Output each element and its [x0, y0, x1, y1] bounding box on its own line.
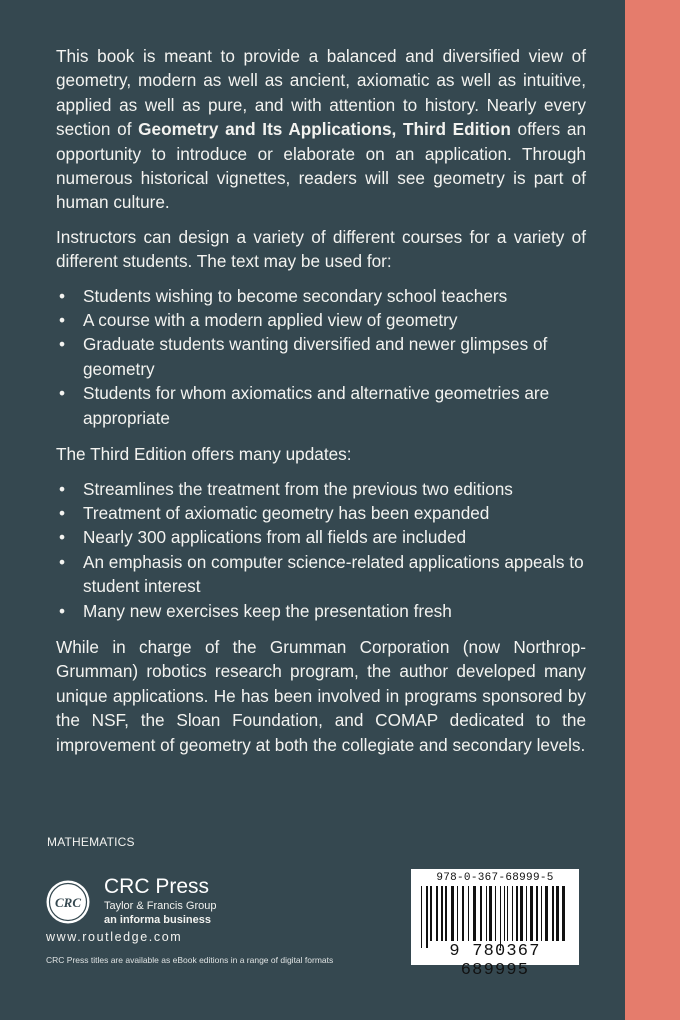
barcode-bar	[436, 886, 438, 941]
barcode-bar	[536, 886, 538, 941]
barcode-bar	[441, 886, 443, 941]
barcode-bar	[486, 886, 487, 941]
publisher-name: CRC Press	[104, 875, 210, 898]
publisher-block	[104, 876, 216, 926]
barcode	[411, 869, 579, 980]
barcode-bar	[421, 886, 422, 948]
list-item: • Graduate students wanting diversified and newer glimpses of geometry	[56, 332, 586, 381]
updates-list	[56, 477, 586, 623]
list-item: • Treatment of axiomatic geometry has been expanded	[56, 501, 586, 525]
barcode-bars	[419, 886, 571, 948]
website-link[interactable]: www.routledge.com	[46, 930, 183, 944]
list-item: • Many new exercises keep the presentation fresh	[56, 599, 586, 623]
barcode-bar	[473, 886, 476, 941]
intro-text-part1: This book is meant to provide a balanced and diversified view of geometry, modern as well as ancient, axiomatic as well as intuitive, applied as well as pure, and with attention to history. Nearly every section of	[56, 46, 586, 140]
barcode-bar	[552, 886, 554, 941]
barcode-bar	[426, 886, 428, 948]
publisher-group: Taylor & Francis Group	[104, 900, 217, 912]
list-item: • Students wishing to become secondary school teachers	[56, 284, 586, 308]
list-item: • Nearly 300 applications from all fields are included	[56, 525, 586, 549]
barcode-bar	[451, 886, 454, 941]
list-item: • A course with a modern applied view of geometry	[56, 308, 586, 332]
crc-logo-icon	[46, 880, 90, 924]
courses-list	[56, 284, 586, 430]
intro-paragraph	[56, 44, 586, 215]
back-cover-text	[56, 44, 586, 767]
barcode-bar	[541, 886, 542, 941]
barcode-bar	[562, 886, 565, 941]
barcode-bar	[526, 886, 527, 941]
barcode-bar	[500, 886, 501, 948]
barcode-bar	[516, 886, 518, 941]
ean-digits: 9 780367 689995	[449, 942, 541, 980]
isbn-text: 978-0-367-68999-5	[436, 872, 554, 884]
courses-intro: Instructors can design a variety of different courses for a variety of different students. The text may be used for:	[56, 226, 586, 272]
barcode-bar	[457, 886, 458, 941]
barcode-bar	[507, 886, 508, 941]
ebook-note: CRC Press titles are available as eBook editions in a range of digital formats	[46, 955, 334, 965]
author-paragraph: While in charge of the Grumman Corporation (now Northrop-Grumman) robotics research program, the author developed many unique applications. He has been involved in programs sponsored by the NSF, the Sloan Foundation, and COMAP dedicated to the improvement of geometry at both the collegiate and secondary levels.	[56, 636, 586, 755]
barcode-bar	[462, 886, 464, 941]
list-item: • Students for whom axiomatics and alternative geometries are appropriate	[56, 381, 586, 430]
barcode-bar	[480, 886, 482, 941]
barcode-bar	[468, 886, 469, 941]
list-item: • An emphasis on computer science-related applications appeals to student interest	[56, 550, 586, 599]
spine-strip	[625, 0, 680, 1020]
barcode-bar	[530, 886, 533, 941]
logo-text: CRC	[54, 895, 82, 910]
barcode-bar	[445, 886, 447, 941]
updates-intro: The Third Edition offers many updates:	[56, 444, 352, 465]
category-label: MATHEMATICS	[47, 835, 135, 849]
barcode-bar	[520, 886, 523, 941]
book-title: Geometry and Its Applications, Third Edition	[138, 119, 511, 140]
barcode-bar	[556, 886, 559, 941]
barcode-bar	[504, 886, 505, 941]
barcode-bar	[512, 886, 513, 941]
barcode-bar	[545, 886, 548, 941]
publisher-informa: an informa business	[104, 914, 211, 926]
barcode-bar	[430, 886, 432, 941]
intro-text-part2: offers an opportunity to introduce or elaborate on an application. Through numerous historical vignettes, readers will see geometry is part of human culture.	[56, 119, 587, 213]
barcode-bar	[495, 886, 496, 941]
list-item: • Streamlines the treatment from the previous two editions	[56, 477, 586, 501]
barcode-bar	[489, 886, 492, 941]
